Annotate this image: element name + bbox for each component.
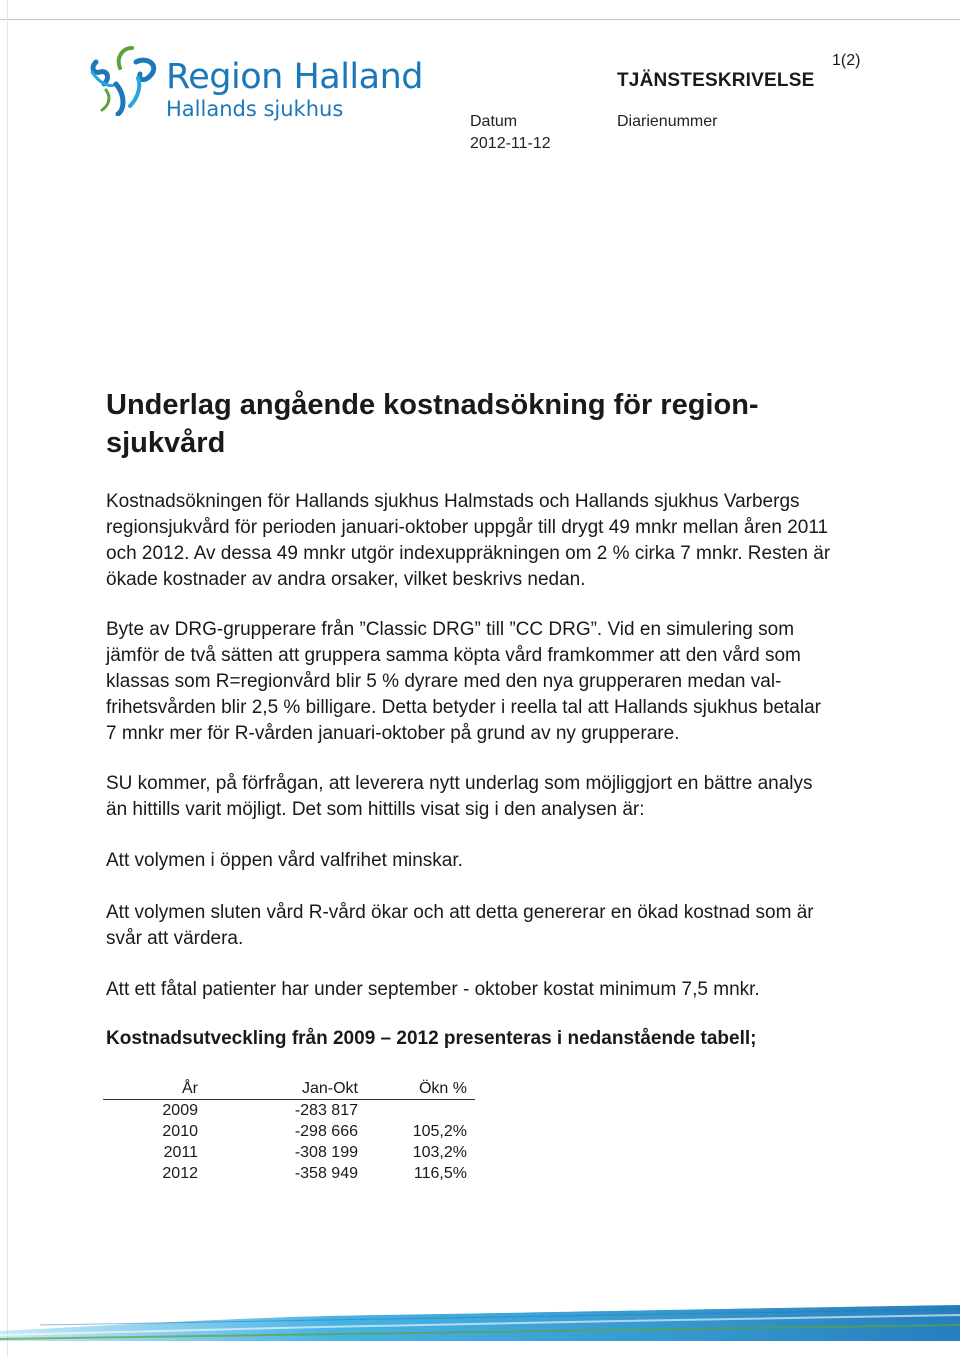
cell-cost: -358 949 (294, 1165, 358, 1182)
column-header-jan-okt: Jan-Okt (218, 1078, 388, 1100)
cell-increase: 103,2% (412, 1144, 467, 1161)
cell-increase: 105,2% (412, 1123, 467, 1140)
cell-year: 2010 (162, 1123, 198, 1140)
cell-cost: -308 199 (294, 1144, 358, 1161)
footer-wave-decoration (0, 1295, 960, 1347)
column-header-year: År (103, 1078, 218, 1100)
paragraph: Att volymen sluten vård R-vård ökar och att detta genererar en ökad kostnad som är svår att värdera. (106, 902, 814, 949)
org-subtitle: Hallands sjukhus (166, 97, 344, 121)
cost-table (103, 1078, 475, 1184)
table-row (103, 1163, 475, 1184)
diarienummer-label: Diarienummer (617, 113, 718, 130)
paragraph: Byte av DRG-grupperare från ”Classic DRG” till ”CC DRG”. Vid en simulering som jämför de två sätten att gruppera samma köpta vård framkommer att den vård som klassas som R=regionvård blir 5 % dyrare med den nya grupperaren medan val-frihetsvården blir 2,5 % billigare. Detta betyder i reella tal att Hallands sjukhus betalar 7 mnkr mer för R-vården januari-oktober på grund av ny grupperare. (106, 619, 821, 744)
paragraph: Kostnadsökningen för Hallands sjukhus Halmstads och Hallands sjukhus Varbergs regionsjukvård för perioden januari-oktober uppgår till drygt 49 mnkr mellan åren 2011 och 2012. Av dessa 49 mnkr utgör indexuppräkningen om 2 % cirka 7 mnkr. Resten är ökade kostnader av andra orsaker, vilket beskrivs nedan. (106, 491, 831, 590)
paragraph: SU kommer, på förfrågan, att leverera nytt underlag som möjliggjort en bättre analys än hittills varit möjligt. Det som hittills visat sig i den analysen är: (106, 773, 813, 820)
table-row (103, 1121, 475, 1142)
cell-year: 2012 (162, 1165, 198, 1182)
region-halland-logo-icon (86, 44, 162, 116)
table-row (103, 1142, 475, 1163)
cell-year: 2011 (163, 1144, 198, 1161)
cell-increase (388, 1100, 475, 1122)
cell-cost: -298 666 (294, 1123, 358, 1140)
datum-label: Datum (470, 113, 518, 130)
cell-cost: -283 817 (294, 1102, 358, 1119)
table-header-row (103, 1078, 475, 1100)
cell-year: 2009 (162, 1102, 198, 1119)
page-number: 1(2) (832, 52, 861, 69)
column-header-increase: Ökn % (388, 1078, 475, 1100)
table-row (103, 1100, 475, 1122)
org-name: Region Halland (166, 57, 424, 97)
table-heading: Kostnadsutveckling från 2009 – 2012 presenteras i nedanstående tabell; (106, 1028, 757, 1049)
document-title: Underlag angående kostnadsökning för region-sjukvård (106, 389, 759, 459)
cell-increase: 116,5% (413, 1165, 467, 1182)
top-rule (0, 19, 960, 20)
document-type: TJÄNSTESKRIVELSE (617, 70, 815, 91)
left-margin-rule (7, 0, 8, 1357)
paragraph: Att volymen i öppen vård valfrihet minskar. (106, 850, 463, 871)
datum-value: 2012-11-12 (470, 135, 551, 152)
paragraph: Att ett fåtal patienter har under september - oktober kostat minimum 7,5 mnkr. (106, 979, 760, 1000)
